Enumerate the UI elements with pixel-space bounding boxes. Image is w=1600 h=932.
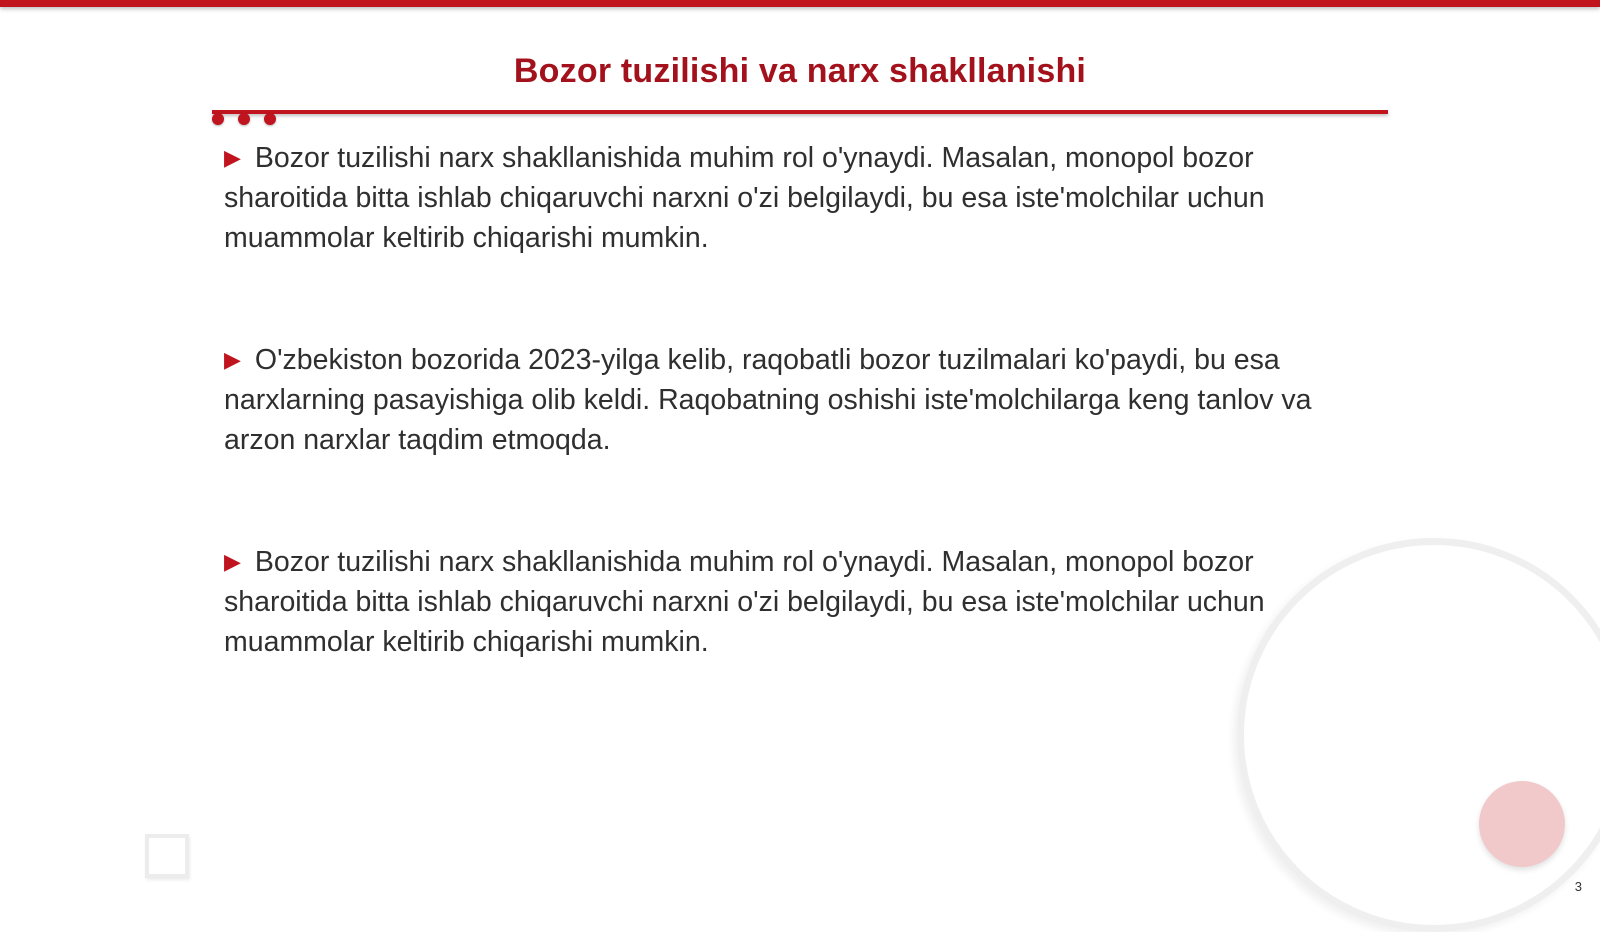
title-underline [212, 110, 1388, 114]
bullet-arrow-icon: ▶ [224, 549, 241, 574]
bullet-item-3 [224, 542, 1374, 662]
decorative-pink-circle [1479, 781, 1565, 867]
bullet-text-2: O'zbekiston bozorida 2023-yilga kelib, raqobatli bozor tuzilmalari ko'paydi, bu esa narxlarning pasayishiga olib keldi. Raqobatning oshishi iste'molchilarga keng tanlov va arzon narxlar taqdim etmoqda. [224, 344, 1312, 456]
bullet-list [224, 138, 1374, 744]
underline-dot-3 [264, 113, 276, 125]
page-number: 3 [1574, 879, 1582, 894]
top-accent-bar [0, 0, 1600, 7]
underline-dot-1 [212, 113, 224, 125]
slide-title: Bozor tuzilishi va narx shakllanishi [513, 52, 1087, 90]
bullet-arrow-icon: ▶ [224, 347, 241, 372]
bullet-arrow-icon: ▶ [224, 145, 241, 170]
decorative-ring [1237, 538, 1600, 932]
underline-dot-2 [238, 113, 250, 125]
bullet-item-1 [224, 138, 1374, 258]
decorative-square [145, 834, 189, 878]
bullet-text-3: Bozor tuzilishi narx shakllanishida muhim rol o'ynaydi. Masalan, monopol bozor sharoitida bitta ishlab chiqaruvchi narxni o'zi belgilaydi, bu esa iste'molchilar uchun muammolar keltirib chiqarishi mumkin. [224, 546, 1265, 658]
bullet-text-1: Bozor tuzilishi narx shakllanishida muhim rol o'ynaydi. Masalan, monopol bozor sharoitida bitta ishlab chiqaruvchi narxni o'zi belgilaydi, bu esa iste'molchilar uchun muammolar keltirib chiqarishi mumkin. [224, 142, 1265, 254]
bullet-item-2 [224, 340, 1374, 460]
